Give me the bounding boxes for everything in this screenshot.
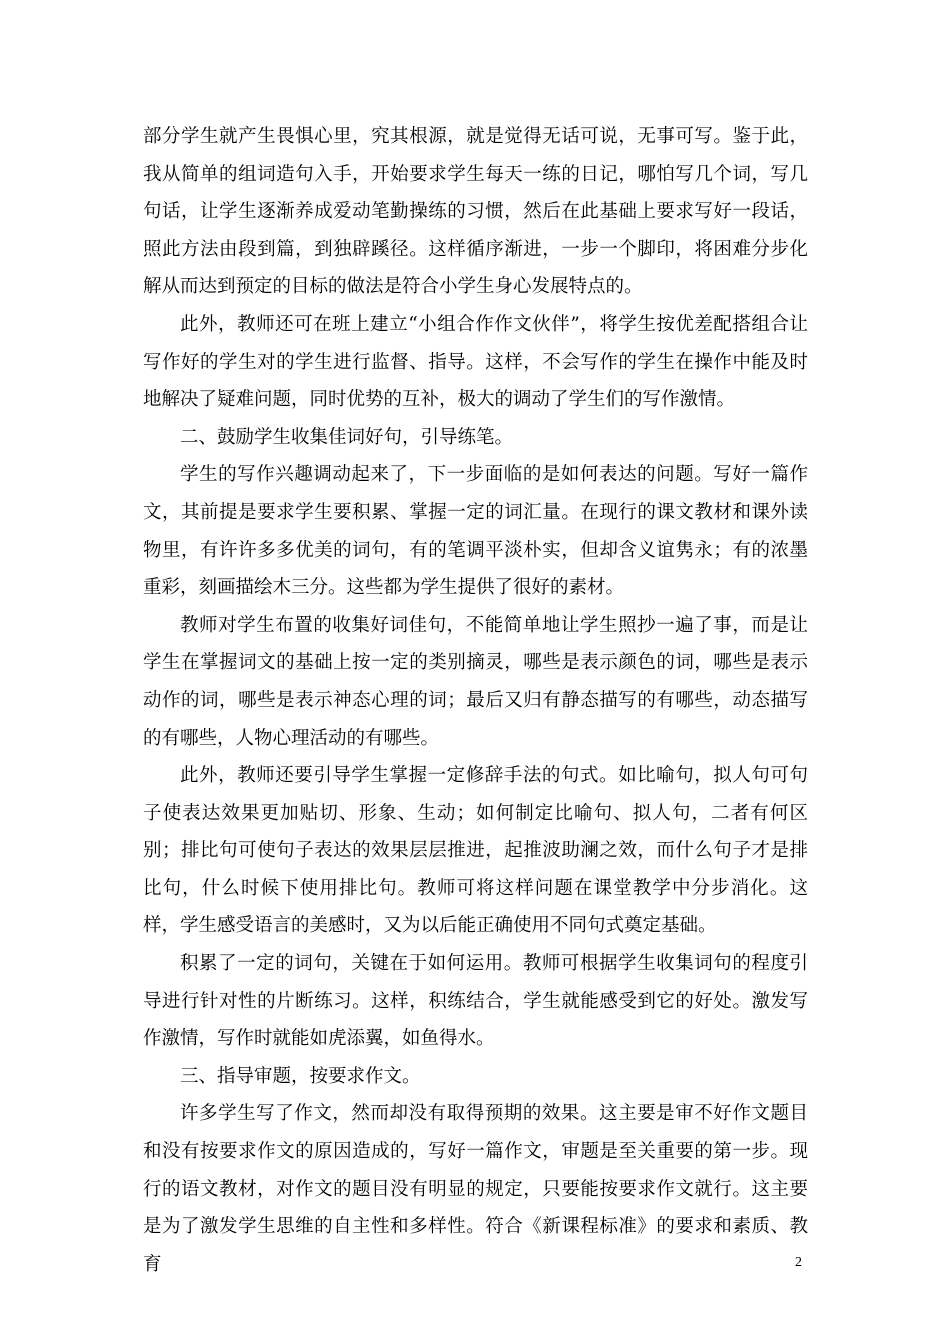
section-heading: 二、鼓励学生收集佳词好句，引导练笔。 [180,426,514,448]
paragraph: 积累了一定的词句，关键在于如何运用。教师可根据学生收集词句的程度引导进行针对性的片断练习。这样，积练结合，学生就能感受到它的好处。激发写作激情，写作时就能如虎添翼，如鱼得水。 [143,953,808,1050]
paragraph: 许多学生写了作文，然而却没有取得预期的效果。这主要是审不好作文题目和没有按要求作文的原因造成的，写好一篇作文，审题是至关重要的第一步。现行的语文教材，对作文的题目没有明显的规定，只要能按要求作文就行。这主要是为了激发学生思维的自主性和多样性。符合《新课程标准》的要求和素质、教育 [143,1103,808,1275]
body-text [143,118,808,1283]
section-heading: 三、指导审题，按要求作文。 [180,1065,421,1087]
paragraph: 部分学生就产生畏惧心里，究其根源，就是觉得无话可说，无事可写。鉴于此，我从简单的组词造句入手，开始要求学生每天一练的日记，哪怕写几个词，写几句话，让学生逐渐养成爱动笔勤操练的习惯，然后在此基础上要求写好一段话，照此方法由段到篇，到独辟蹊径。这样循序渐进，一步一个脚印，将困难分步化解从而达到预定的目标的做法是符合小学生身心发展特点的。 [143,126,808,298]
paragraph: 此外，教师还要引导学生掌握一定修辞手法的句式。如比喻句，拟人句可句子使表达效果更加贴切、形象、生动；如何制定比喻句、拟人句，二者有何区别；排比句可使句子表达的效果层层推进，起推波助澜之效，而什么句子才是排比句，什么时候下使用排比句。教师可将这样问题在课堂教学中分步消化。这样，学生感受语言的美感时，又为以后能正确使用不同句式奠定基础。 [143,765,808,937]
page-number: 2 [795,1255,802,1270]
paragraph: 此外，教师还可在班上建立“小组合作作文伙伴”，将学生按优差配搭组合让写作好的学生对的学生进行监督、指导。这样，不会写作的学生在操作中能及时地解决了疑难问题，同时优势的互补，极大的调动了学生们的写作激情。 [143,313,808,411]
paragraph: 学生的写作兴趣调动起来了，下一步面临的是如何表达的问题。写好一篇作文，其前提是要求学生要积累、掌握一定的词汇量。在现行的课文教材和课外读物里，有许许多多优美的词句，有的笔调平淡朴实，但却含义谊隽永；有的浓墨重彩，刻画描绘木三分。这些都为学生提供了很好的素材。 [143,464,808,599]
paragraph: 教师对学生布置的收集好词佳句，不能简单地让学生照抄一遍了事，而是让学生在掌握词文的基础上按一定的类别摘灵，哪些是表示颜色的词，哪些是表示动作的词，哪些是表示神态心理的词；最后又归有静态描写的有哪些，动态描写的有哪些，人物心理活动的有哪些。 [143,614,808,749]
